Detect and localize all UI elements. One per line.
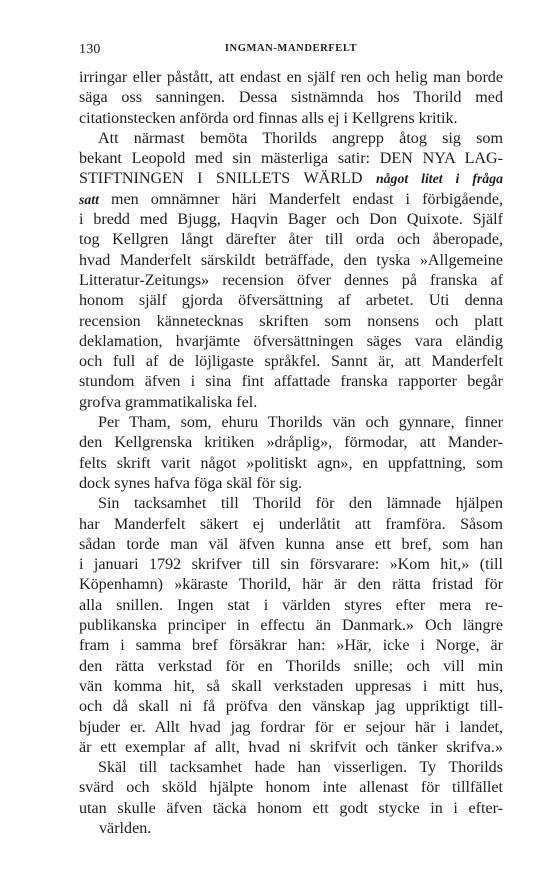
text-line: honom själf gjorda öfversättning af arbetet. Uti denna [79, 292, 503, 310]
text-line: recension kännetecknas skriften som nonsens och platt [79, 312, 503, 330]
text-segment: men omnämner häri Manderfelt endast i förbigående, [98, 190, 503, 208]
text-line: är ett exemplar af allt, hvad ni skrifvit och tänker skrifva.» [79, 738, 503, 756]
text-line: har Manderfelt säkert ej underlåtit att framföra. Såsom [79, 515, 503, 533]
body-text [79, 68, 503, 839]
text-line: den rätta verkstad för en Thorilds snille; och vill min [79, 657, 503, 675]
text-line: deklamation, hvarjämte öfversättningen säges vara eländig [79, 332, 503, 350]
italic-phrase: satt [79, 191, 99, 207]
text-line: Köpenhamn) »käraste Thorild, här är den rätta fristad för [79, 576, 503, 594]
text-line: dock synes hafva föga skäl för sig. [79, 474, 303, 492]
text-line [79, 190, 503, 210]
text-line: den Kellgrenska kritiken »dråplig», förmodar, att Mander- [79, 434, 503, 452]
text-line: Att närmast bemöta Thorilds angrepp åtog sig som [98, 129, 503, 147]
text-line: och då skall ni få pröfva den vänskap jag uppriktigt till- [79, 698, 503, 716]
text-line: tog Kellgren långt därefter åter till orda och åberopade, [79, 231, 503, 249]
text-line: Skäl till tacksamhet hade han visserligen. Ty Thorilds [98, 759, 503, 777]
text-line: i januari 1792 skrifver till sin försvarare: »Kom hit,» (till [79, 556, 503, 574]
book-page [79, 38, 503, 839]
text-line: bekant Leopold med sin mästerliga satir: DEN NYA LAG- [79, 150, 503, 168]
text-line: i bredd med Bjugg, Haqvin Bager och Don Quixote. Själf [79, 211, 503, 229]
text-line: stundom äfven i sina fint affattade franska rapporter begår [79, 373, 503, 391]
italic-phrase: något litet i fråga [375, 171, 503, 187]
text-line: utan skulle äfven täcka honom ett godt stycke in i efter- [79, 799, 503, 817]
page-number: 130 [79, 42, 101, 57]
text-line: grofva grammatikaliska fel. [79, 393, 258, 411]
text-line: alla snillen. Ingen stat i världen styres efter mera re- [79, 596, 503, 614]
running-head [79, 38, 503, 60]
text-line: felts skrift varit något »politiskt agn», en uppfattning, som [79, 454, 503, 472]
text-line: citationstecken anförda ord finnas alls ej i Kellgrens kritik. [79, 109, 458, 127]
text-line: publikanska principer in effectu än Danmark.» Och längre [79, 617, 503, 635]
text-segment: STIFTNINGEN I SNILLETS WÄRLD [79, 170, 376, 188]
text-line: svärd och sköld hjälpte honom inte allenast för tillfället [79, 779, 503, 797]
text-line: bjuder er. Allt hvad jag fordrar för er sejour här i landet, [79, 718, 503, 736]
text-line: irringar eller påstått, att endast en själf ren och helig man borde [79, 69, 503, 86]
text-line: världen. [99, 819, 152, 837]
text-line: sådan torde man väl äfven kunna anse ett bref, som han [79, 535, 503, 553]
text-line [79, 169, 503, 189]
text-line: fram i samma bref försäkrar han: »Här, icke i Norge, är [79, 637, 503, 655]
running-title: INGMAN-MANDERFELT [224, 43, 358, 54]
text-line: Sin tacksamhet till Thorild för den lämnade hjälpen [98, 495, 503, 513]
text-line: hvad Manderfelt särskildt beträffade, den tyska »Allgemeine [79, 251, 503, 269]
text-line: säga oss sanningen. Dessa sistnämnda hos Thorild med [79, 89, 503, 107]
text-line: Per Tham, som, ehuru Thorilds vän och gynnare, finner [98, 414, 503, 432]
text-line: och full af de löjligaste språkfel. Sannt är, att Manderfelt [79, 353, 503, 371]
text-line: vän komma hit, så skall verkstaden uppresas i mitt hus, [79, 677, 503, 695]
text-line: Litteratur-Zeitungs» recension öfver dennes på franska af [79, 271, 503, 289]
